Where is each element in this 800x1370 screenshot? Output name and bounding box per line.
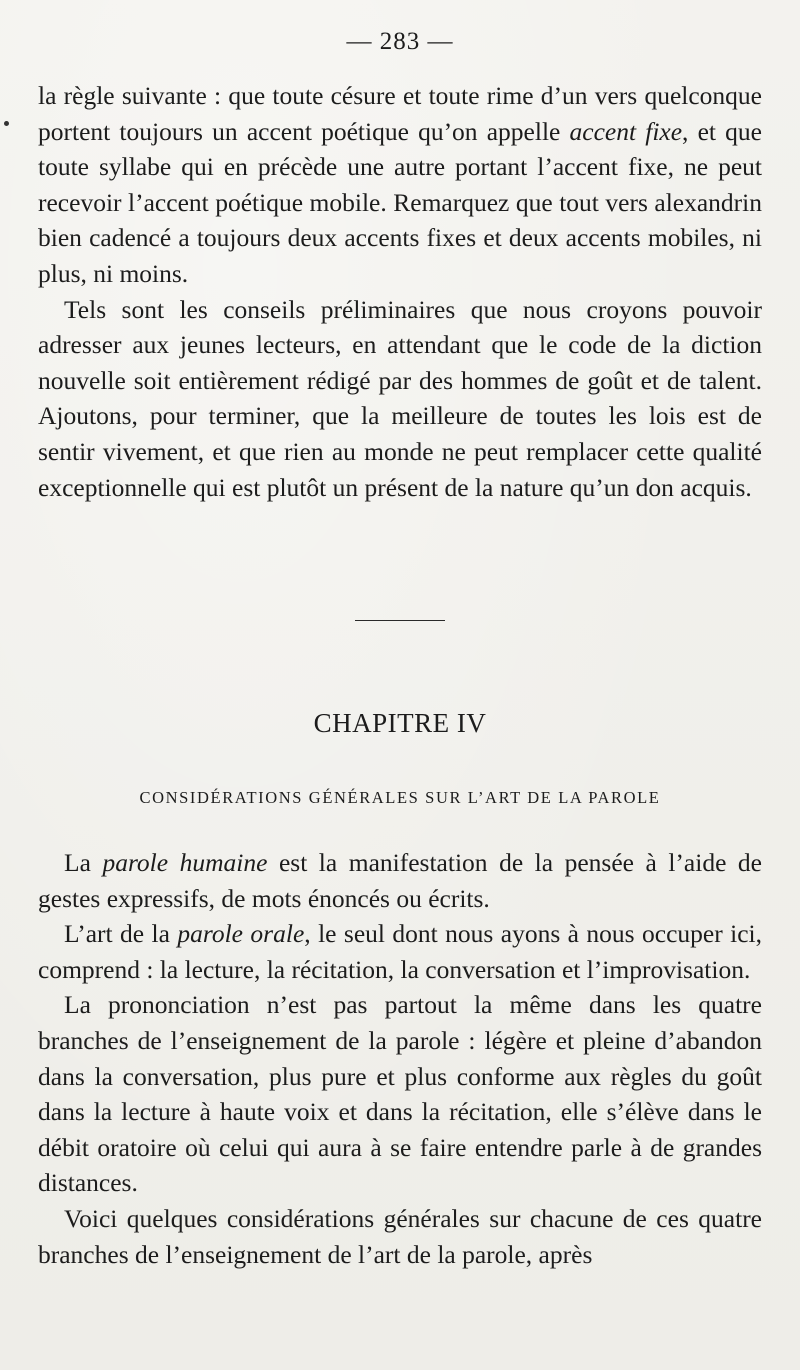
paragraph-parole-orale — [38, 916, 762, 987]
paragraph-3-text-b: est la manifestation de la pensée à l’aide de gestes expressifs, de mots énoncés ou écrits. — [38, 848, 762, 913]
section-divider — [355, 620, 445, 621]
ink-speck — [4, 121, 9, 126]
chapter-title: CHAPITRE IV — [313, 708, 487, 738]
paragraph-conclusion: Tels sont les conseils préliminaires que nous croyons pouvoir adresser aux jeunes lecteurs, en attendant que le code de la diction nouvelle soit entièrement rédigé par des hommes de goût et de talent. Ajoutons, pour terminer, que la meilleure de toutes les lois est de sentir vivement, et que rien au monde ne peut remplacer cette qualité exceptionnelle qui est plutôt un présent de la nature qu’un don acquis. — [38, 294, 762, 502]
paragraph-4-text-b: , le seul dont nous ayons à nous occuper ici, comprend : la lecture, la récitation, la conversation et l’improvisation. — [38, 919, 762, 984]
page-number: — 283 — — [346, 28, 454, 55]
paragraph-1-emphasis: accent fixe — [569, 116, 683, 146]
chapter-subtitle: CONSIDÉRATIONS GÉNÉRALES SUR L’ART DE LA PAROLE — [139, 788, 661, 807]
paragraph-considerations: Voici quelques considérations générales sur chacune de ces quatre branches de l’enseignement de l’art de la parole, après — [38, 1203, 762, 1269]
text-block-chapter — [38, 845, 762, 1272]
paragraph-4-text-a: L’art de la — [64, 919, 178, 949]
paragraph-3-text-a: La — [64, 848, 103, 877]
paragraph-1-rest: , et que toute syllabe qui en précède une autre portant l’accent fixe, ne peut recevoir l’accent poétique mobile. Remarquez que tout vers alexandrin bien cadencé a toujours deux accents fixes et deux accents mobiles, ni plus, ni moins. — [38, 116, 762, 288]
paragraph-continuation — [38, 78, 762, 292]
paragraph-1-text: la règle suivante : que toute césure et toute rime d’un vers quelconque portent toujours un accent poétique qu’on appelle — [38, 81, 762, 146]
paragraph-3-emphasis: parole humaine — [102, 848, 268, 877]
paragraph-prononciation: La prononciation n’est pas partout la même dans les quatre branches de l’enseignement de la parole : légère et pleine d’abandon dans la conversation, plus pure et plus conforme aux règles du goût dans la lecture à haute voix et dans la récitation, elle s’élève dans le débit oratoire où celui qui aura à se faire entendre parle à de grandes distances. — [38, 990, 762, 1198]
text-block-top — [38, 78, 762, 505]
paragraph-parole-humaine — [38, 845, 762, 916]
paragraph-4-emphasis: parole orale — [177, 919, 305, 949]
